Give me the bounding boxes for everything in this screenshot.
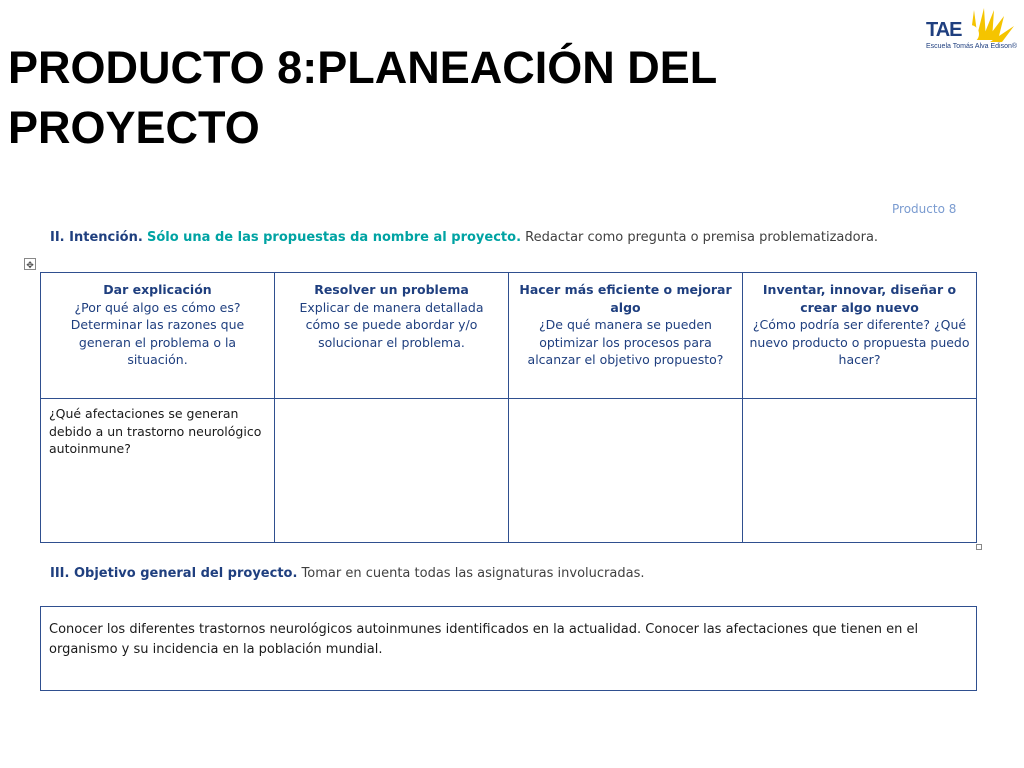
column-innovate[interactable] (743, 273, 977, 399)
table-resize-handle[interactable] (976, 544, 982, 550)
column-title: Hacer más eficiente o mejorar algo (519, 282, 732, 315)
column-solve[interactable] (275, 273, 509, 399)
table-header-row (41, 273, 977, 399)
column-improve[interactable] (509, 273, 743, 399)
document-corner-label: Producto 8 (892, 202, 957, 214)
logo-subtitle: Escuela Tomás Alva Edison® (926, 43, 1018, 50)
slide-title: PRODUCTO 8:PLANEACIÓN DEL PROYECTO (8, 42, 717, 153)
answer-cell-solve[interactable] (275, 399, 509, 543)
table-move-handle[interactable]: ✥ (24, 258, 36, 270)
column-explain[interactable] (41, 273, 275, 399)
column-description: ¿De qué manera se pueden optimizar los procesos para alcanzar el objetivo propuesto? (527, 317, 724, 367)
objective-label: III. Objetivo general del proyecto. (50, 566, 298, 581)
tae-logo (922, 4, 1018, 56)
intention-table (40, 272, 977, 543)
column-title: Inventar, innovar, diseñar o crear algo nuevo (762, 282, 957, 315)
sun-rays-icon (962, 4, 1018, 48)
intention-label: II. Intención. (50, 230, 143, 245)
answer-cell-explain[interactable]: ¿Qué afectaciones se generan debido a un trastorno neurológico autoinmune? (41, 399, 275, 543)
logo-wordmark: TAE (926, 19, 962, 41)
intention-instruction: Redactar como pregunta o premisa problematizadora. (525, 230, 879, 245)
objective-text-box[interactable]: Conocer los diferentes trastornos neurológicos autoinmunes identificados en la actualidad. Conocer las afectaciones que tienen en el organismo y su incidencia en la población mundial. (40, 606, 977, 691)
column-description: Explicar de manera detallada cómo se puede abordar y/o solucionar el problema. (299, 299, 484, 350)
table-answer-row (41, 399, 977, 543)
objective-instruction: Tomar en cuenta todas las asignaturas involucradas. (301, 566, 645, 581)
objective-heading (50, 566, 644, 581)
intention-heading (50, 230, 878, 245)
column-title: Resolver un problema (314, 282, 469, 297)
answer-cell-improve[interactable] (509, 399, 743, 543)
column-description: ¿Cómo podría ser diferente? ¿Qué nuevo producto o propuesta puedo hacer? (749, 317, 970, 367)
intention-emphasis: Sólo una de las propuestas da nombre al proyecto. (146, 230, 522, 245)
column-description: ¿Por qué algo es cómo es? Determinar las razones que generan el problema o la situación. (70, 299, 245, 367)
column-title: Dar explicación (103, 282, 212, 297)
answer-cell-innovate[interactable] (743, 399, 977, 543)
